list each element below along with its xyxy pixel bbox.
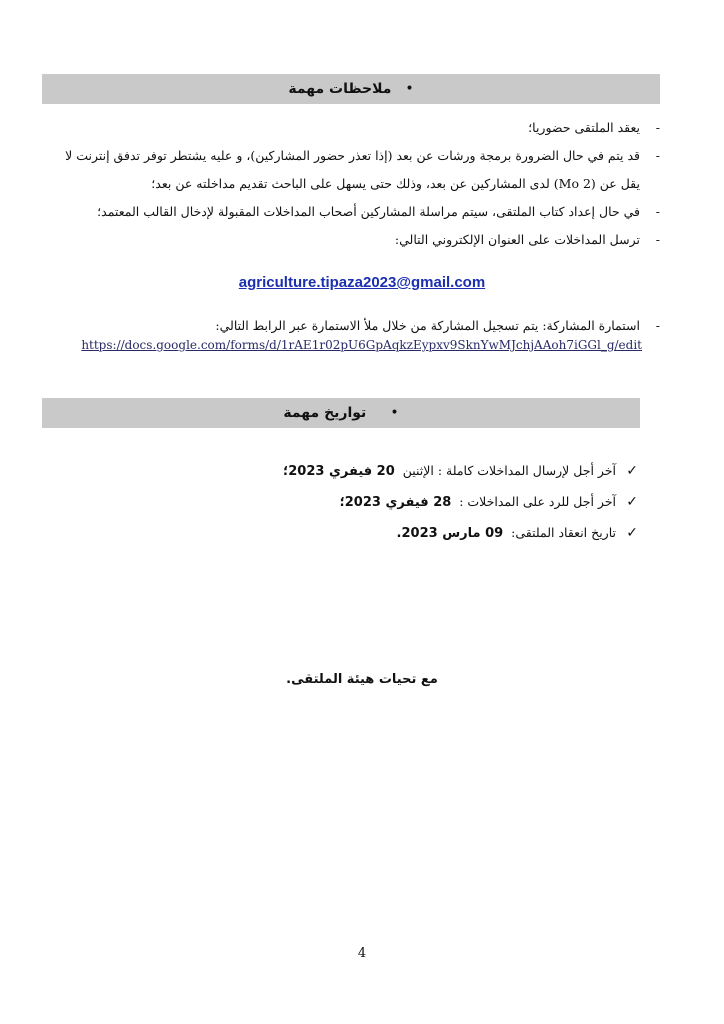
notes-list (42, 114, 660, 254)
list-item: - في حال إعداد كتاب الملتقى، سيتم مراسلة المشاركين أصحاب المداخلات المقبولة لإدخال القالب المعتمد؛ (97, 204, 660, 219)
list-item: - ترسل المداخلات على العنوان الإلكتروني التالي: (394, 232, 660, 247)
bullet-icon: • (390, 405, 399, 421)
list-item: ✓ تاريخ انعقاد الملتقى: 09 مارس 2023. (42, 518, 616, 549)
bullet-icon: • (405, 81, 414, 97)
list-item: ✓ آخر أجل لإرسال المداخلات كاملة : الإثنين 20 فيفري 2023؛ (42, 456, 616, 487)
list-item: - استمارة المشاركة: يتم تسجيل المشاركة من خلال ملأ الاستمارة عبر الرابط التالي: (215, 318, 660, 333)
dates-header (42, 398, 640, 428)
list-item: - قد يتم في حال الضرورة برمجة ورشات عن بعد (إذا تعذر حضور المشاركين)، و عليه يشتطر توفر تدفق إنترنت لا يقل عن (2 Mo) لدى المشاركين عن بعد، وذلك حتى يسهل على الباحث تقديم مداخلته عن بعد؛ (65, 148, 660, 191)
email-link[interactable]: agriculture.tipaza2023@gmail.com (238, 274, 486, 291)
list-item: - يعقد الملتقى حضوريا؛ (528, 120, 660, 135)
dates-title: تواريخ مهمة (283, 405, 367, 421)
notes-title: ملاحظات مهمة (288, 81, 392, 97)
list-item: ✓ آخر أجل للرد على المداخلات : 28 فيفري 2023؛ (42, 487, 616, 518)
check-icon: ✓ (626, 463, 638, 479)
closing-text: مع تحيات هيئة الملتقى. (286, 672, 438, 687)
form-link[interactable]: https://docs.google.com/forms/d/1rAE1r02pU6GpAqkzEypxv9SknYwMJchjAAoh7iGGl_g/edit (81, 338, 642, 352)
check-icon: ✓ (626, 494, 638, 510)
notes-header (42, 74, 660, 104)
form-list (42, 312, 660, 340)
page-number: 4 (357, 946, 367, 961)
dates-list (42, 456, 638, 549)
check-icon: ✓ (626, 525, 638, 541)
